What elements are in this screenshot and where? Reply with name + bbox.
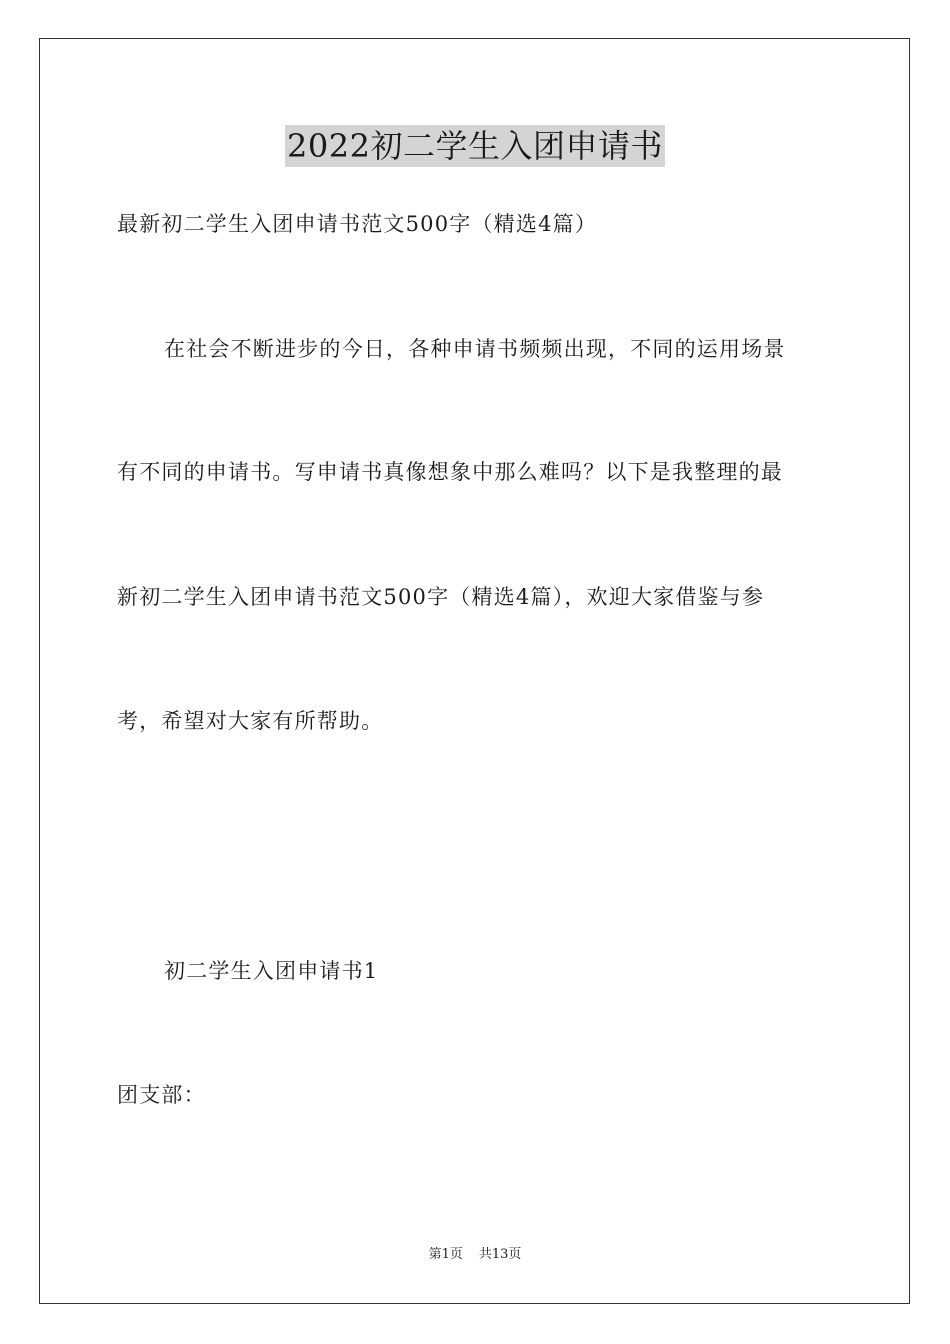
- section-heading: 初二学生入团申请书1: [164, 959, 379, 983]
- intro-line-3: 新初二学生入团申请书范文500字（精选4篇），欢迎大家借鉴与参: [117, 585, 765, 609]
- document-subtitle: 最新初二学生入团申请书范文500字（精选4篇）: [117, 212, 598, 236]
- intro-line-4: 考，希望对大家有所帮助。: [117, 709, 384, 733]
- title-container: [0, 125, 950, 167]
- page-number: 第1页: [428, 1247, 463, 1262]
- document-title: 2022初二学生入团申请书: [287, 127, 663, 165]
- intro-line-2: 有不同的申请书。写申请书真像想象中那么难吗？以下是我整理的最: [117, 460, 783, 484]
- page-footer: [0, 1246, 950, 1264]
- salutation: 团支部：: [117, 1083, 206, 1107]
- intro-line-1: 在社会不断进步的今日，各种申请书频频出现，不同的运用场景: [164, 337, 786, 361]
- page-total: 共13页: [478, 1247, 522, 1262]
